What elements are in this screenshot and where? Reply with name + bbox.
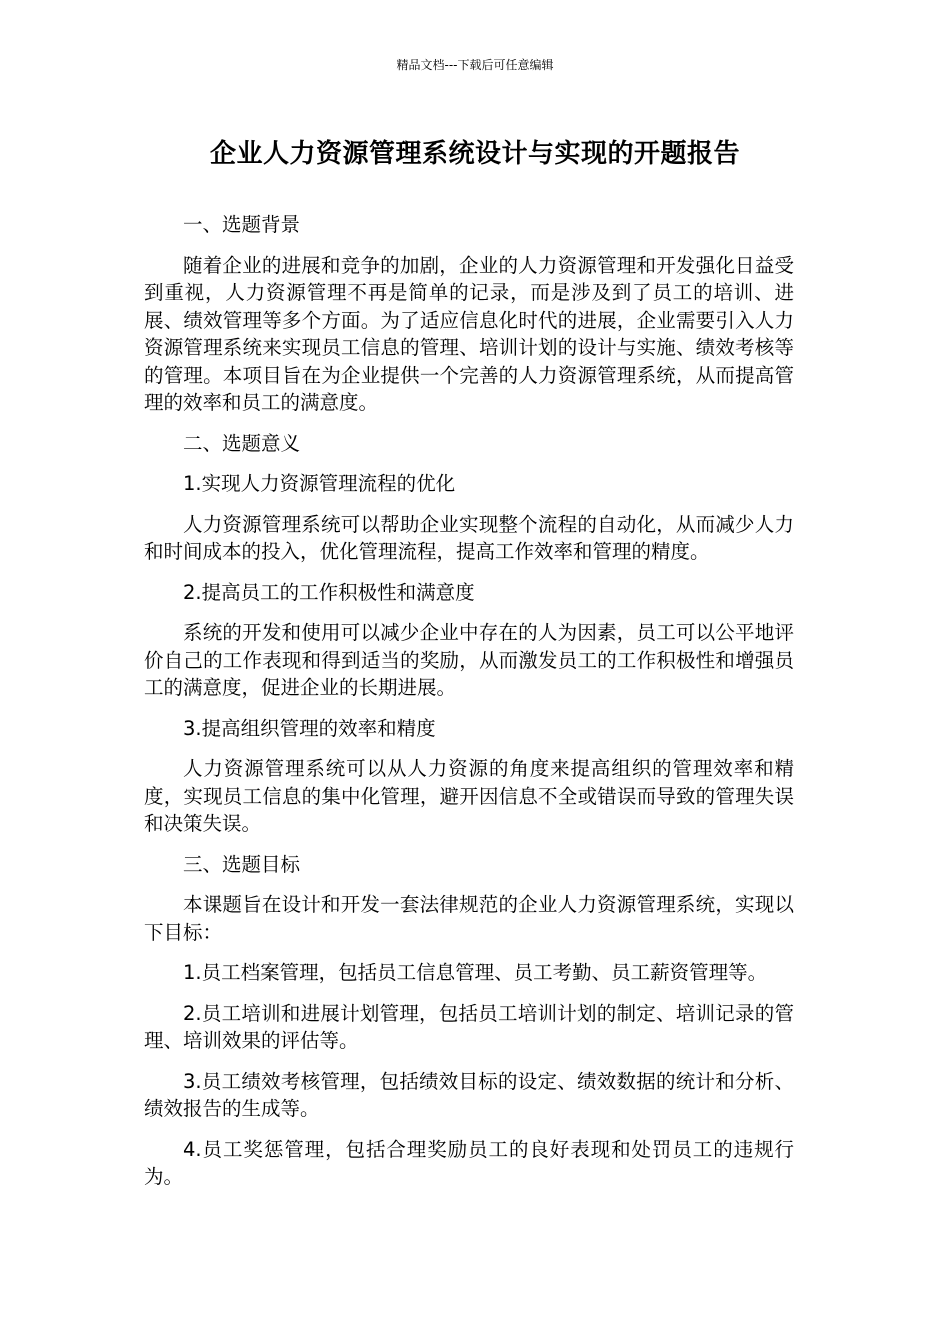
section-heading-goals: 三、选题目标: [183, 852, 301, 876]
subheading-process-optimization: 1.实现人力资源管理流程的优化: [183, 472, 456, 495]
list-item-goal-2: 2.员工培训和进展计划管理，包括员工培训计划的制定、培训记录的管理、培训效果的评估等。: [144, 1001, 794, 1052]
paragraph-management-efficiency: 人力资源管理系统可以从人力资源的角度来提高组织的管理效率和精度，实现员工信息的集中化管理，避开因信息不全或错误而导致的管理失误和决策失误。: [144, 757, 794, 835]
document-title: 企业人力资源管理系统设计与实现的开题报告: [209, 139, 740, 169]
paragraph-background: 随着企业的进展和竞争的加剧，企业的人力资源管理和开发强化日益受到重视，人力资源管理不再是简单的记录，而是涉及到了员工的培训、进展、绩效管理等多个方面。为了适应信息化时代的进展，企业需要引入人力资源管理系统来实现员工信息的管理、培训计划的设计与实施、绩效考核等的管理。本项目旨在为企业提供一个完善的人力资源管理系统，从而提高管理的效率和员工的满意度。: [144, 253, 794, 414]
paragraph-process-optimization: 人力资源管理系统可以帮助企业实现整个流程的自动化，从而减少人力和时间成本的投入，优化管理流程，提高工作效率和管理的精度。: [144, 512, 794, 563]
section-heading-background: 一、选题背景: [183, 213, 301, 236]
section-heading-significance: 二、选题意义: [183, 431, 301, 455]
paragraph-goals-intro: 本课题旨在设计和开发一套法律规范的企业人力资源管理系统，实现以下目标：: [144, 893, 794, 944]
list-item-goal-3: 3.员工绩效考核管理，包括绩效目标的设定、绩效数据的统计和分析、绩效报告的生成等。: [144, 1069, 794, 1120]
header-note: 精品文档---下载后可任意编辑: [396, 58, 554, 72]
subheading-employee-motivation: 2.提高员工的工作积极性和满意度: [183, 580, 475, 604]
list-item-goal-4: 4.员工奖惩管理，包括合理奖励员工的良好表现和处罚员工的违规行为。: [144, 1137, 794, 1188]
list-item-goal-1: 1.员工档案管理，包括员工信息管理、员工考勤、员工薪资管理等。: [183, 961, 768, 984]
paragraph-employee-motivation: 系统的开发和使用可以减少企业中存在的人为因素，员工可以公平地评价自己的工作表现和得到适当的奖励，从而激发员工的工作积极性和增强员工的满意度，促进企业的长期进展。: [144, 621, 794, 699]
document-body: [144, 211, 794, 1204]
subheading-management-efficiency: 3.提高组织管理的效率和精度: [183, 716, 436, 740]
